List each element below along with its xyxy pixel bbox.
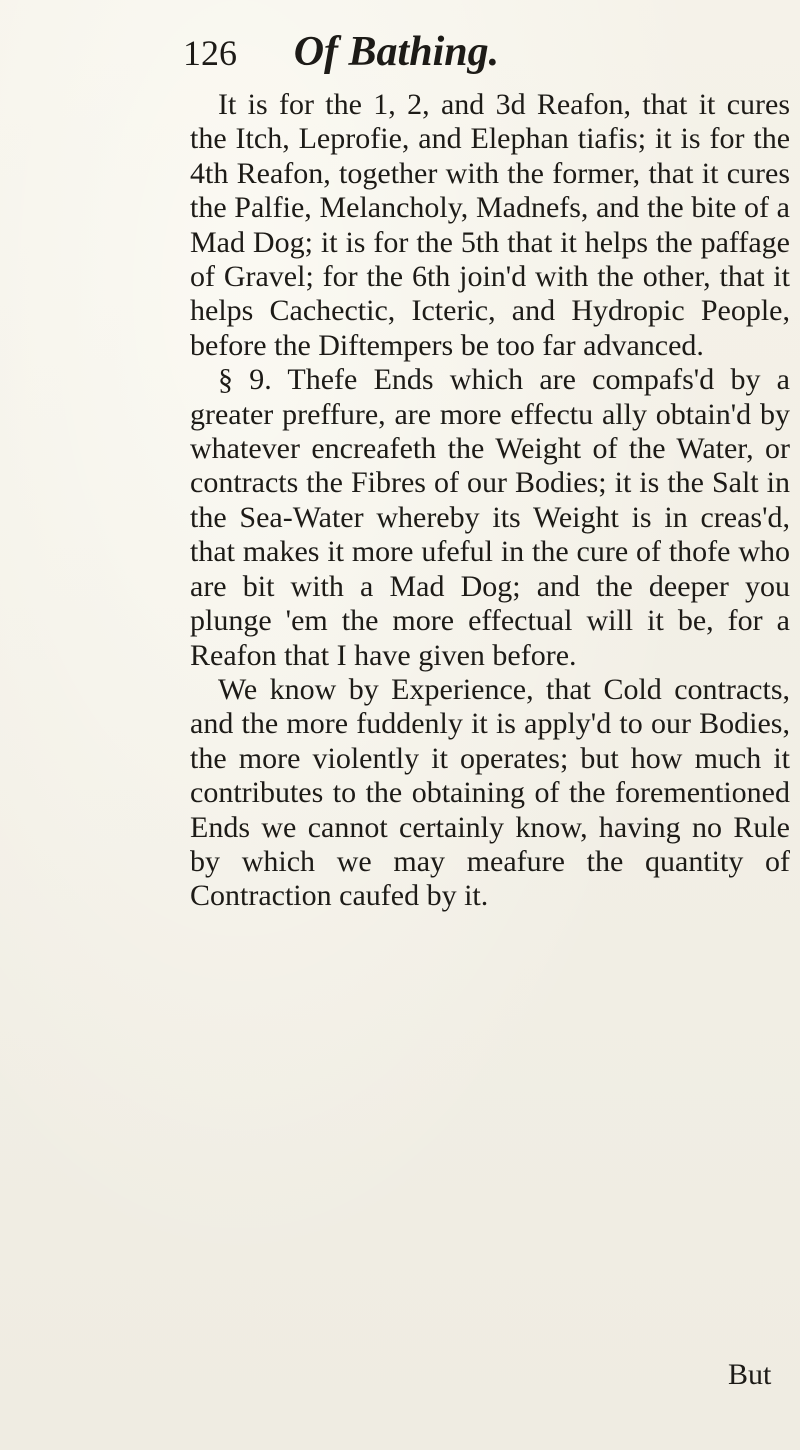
body-text	[190, 88, 790, 914]
catchword: But	[728, 1358, 772, 1391]
text-line: by a greater preffure, are more effectu	[190, 363, 790, 431]
running-head: Of Bathing.	[293, 29, 500, 75]
text-line: the Sea-Water whereby its Weight is in	[190, 500, 688, 534]
text-line: apply'd to our Bodies, the more violently	[190, 707, 790, 775]
text-line: it operates; but how much it contributes	[190, 741, 790, 810]
text-line: Fibres of our Bodies; it is the Salt in	[350, 466, 790, 500]
text-line: Melancholy, Madnefs, and the bite of a	[319, 191, 790, 225]
text-line: with the other, that it helps Cachectic,	[190, 260, 790, 328]
text-line: Weight of the Water, or contracts the	[190, 432, 791, 500]
paragraph-3	[190, 673, 790, 914]
text-line: more effectual will it be, for a Reafon	[190, 604, 790, 672]
text-line: contracts, and the more fuddenly it is	[190, 672, 790, 741]
paragraph-1	[190, 88, 790, 363]
text-line: creas'd, that makes it more ufeful in the	[190, 500, 790, 569]
text-line: that I have given before.	[284, 638, 577, 672]
text-line: the paffage of Gravel; for the 6th join'd	[190, 225, 790, 294]
text-line: cure of thofe who are bit with a Mad	[190, 535, 790, 603]
text-line: Ends we cannot certainly know, having	[190, 810, 692, 844]
text-line: no Rule by which we may meafure the	[190, 810, 790, 878]
text-line: Icteric, and Hydropic People, before the	[190, 294, 790, 362]
text-line: quantity of Contraction caufed by it.	[190, 844, 791, 913]
page-header	[183, 22, 760, 82]
text-line: We know by Experience, that Cold	[218, 672, 675, 706]
text-line: § 9. Thefe Ends which are compafs'd	[218, 363, 731, 397]
text-line: It is for the 1, 2, and 3d Reafon, that	[218, 88, 699, 121]
paragraph-2	[190, 363, 790, 673]
text-line: to the obtaining of the forementioned	[332, 776, 790, 810]
text-line: with the former, that it cures the Palfie,	[190, 156, 790, 225]
text-line: Diftempers be too far advanced.	[318, 328, 704, 362]
text-line: tiafis; it is for the 4th Reafon, together	[190, 122, 791, 190]
text-line: it cures the Itch, Leprofie, and Elephan	[190, 88, 790, 156]
text-line: ally obtain'd by whatever encreafeth the	[190, 397, 791, 466]
page-number: 126	[183, 33, 237, 73]
text-line: Mad Dog; it is for the 5th that it helps	[190, 225, 657, 259]
text-line: Dog; and the deeper you plunge 'em the	[190, 569, 790, 638]
